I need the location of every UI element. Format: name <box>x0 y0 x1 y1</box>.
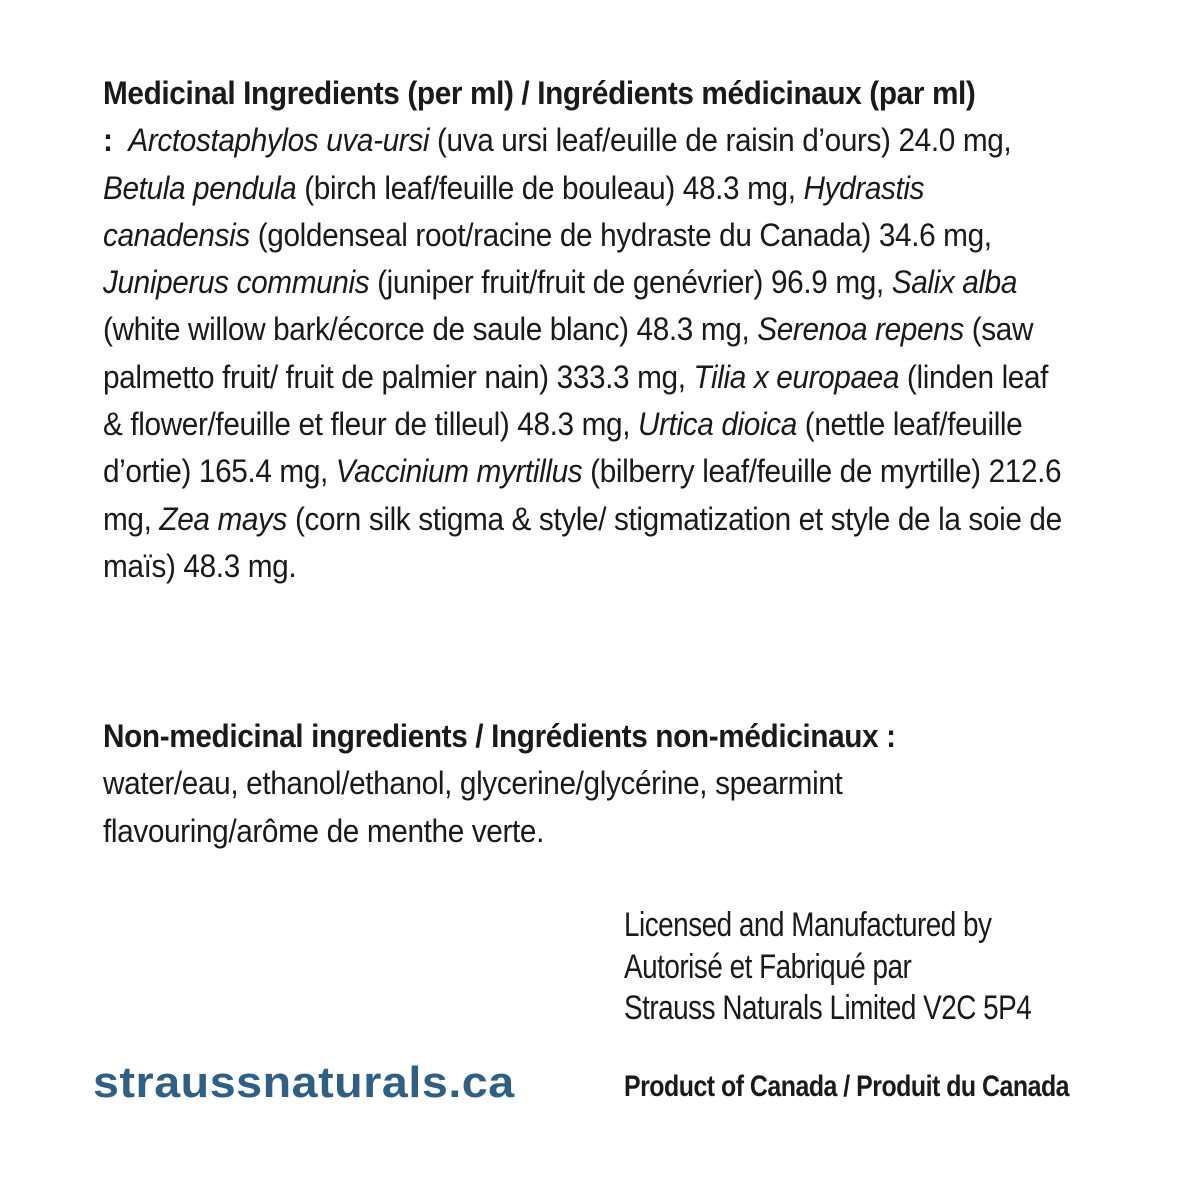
ingredient-description: (birch leaf/feuille de bouleau) 48.3 mg, <box>296 169 804 206</box>
ingredient-latin-name: Urtica dioica <box>637 406 797 443</box>
ingredient-description: (nettle leaf/feuille d’ortie) 165.4 mg, <box>103 406 1023 490</box>
ingredient-description: (saw palmetto fruit/ fruit de palmier nain) 333.3 mg, <box>103 311 1034 395</box>
ingredient-latin-name: Tilia x europaea <box>693 358 900 395</box>
ingredient-latin-name: Arctostaphylos uva-ursi <box>128 122 430 159</box>
ingredient-latin-name: Betula pendula <box>103 169 297 206</box>
medicinal-ingredients-list <box>103 122 1062 584</box>
ingredient-latin-name: Hydrastis canadensis <box>103 169 925 253</box>
manufacturer-line-2: Autorisé et Fabriqué par <box>624 947 912 986</box>
ingredient-latin-name: Juniperus communis <box>103 264 370 301</box>
ingredient-latin-name: Zea mays <box>159 500 288 537</box>
ingredient-description: (uva ursi leaf/euille de raisin d’ours) 24.0 mg, <box>429 122 1012 159</box>
ingredient-description: (linden leaf & flower/feuille et fleur de tilleul) 48.3 mg, <box>103 358 1049 443</box>
non-medicinal-ingredients-text: water/eau, ethanol/ethanol, glycerine/glycérine, spearmint flavouring/arôme de menthe verte. <box>103 765 843 849</box>
non-medicinal-ingredients-heading: Non-medicinal ingredients / Ingrédients non-médicinaux : <box>103 718 896 754</box>
website-url: straussnaturals.ca <box>93 1058 515 1107</box>
ingredient-description: (corn silk stigma & style/ stigmatization et style de la soie de maïs) 48.3 mg. <box>103 500 1062 584</box>
ingredient-latin-name: Vaccinium myrtillus <box>335 453 583 490</box>
ingredient-latin-name: Serenoa repens <box>757 311 964 348</box>
product-origin: Product of Canada / Produit du Canada <box>624 1070 1070 1103</box>
medicinal-ingredients-section <box>103 70 1063 590</box>
medicinal-ingredients-heading: Medicinal Ingredients (per ml) / Ingrédients médicinaux (par ml) : <box>103 75 976 159</box>
ingredient-description: (goldenseal root/racine de hydraste du Canada) 34.6 mg, <box>249 216 992 253</box>
manufacturer-line-1: Licensed and Manufactured by <box>624 906 992 944</box>
non-medicinal-ingredients-section <box>103 713 1063 855</box>
ingredient-latin-name: Salix alba <box>891 264 1018 301</box>
ingredient-description: (white willow bark/écorce de saule blanc) 48.3 mg, <box>103 311 758 348</box>
manufacturer-line-3: Strauss Naturals Limited V2C 5P4 <box>624 989 1032 1027</box>
manufacturer-info <box>624 905 1031 1030</box>
ingredient-description: (juniper fruit/fruit de genévrier) 96.9 mg, <box>369 264 892 301</box>
ingredient-description: (bilberry leaf/feuille de myrtille) 212.6 mg, <box>103 453 1062 537</box>
